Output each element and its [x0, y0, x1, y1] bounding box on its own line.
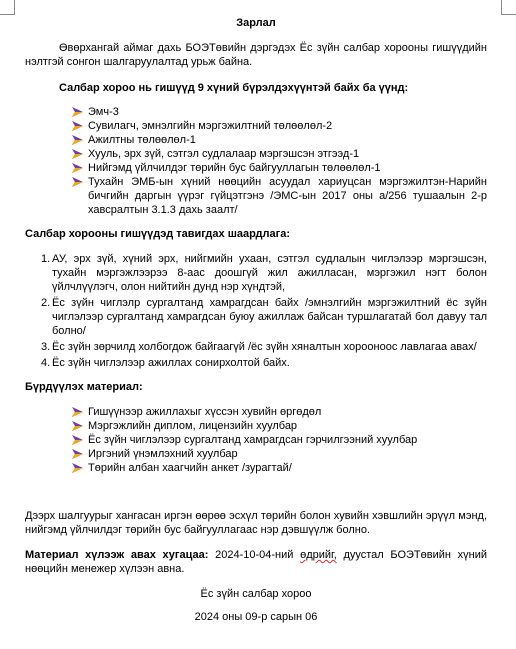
composition-heading: Салбар хороо нь гишүүд 9 хүний бүрэлдэхүүнтэй байх ба үүнд: — [59, 82, 409, 94]
list-item — [25, 419, 487, 433]
materials-list — [25, 405, 487, 475]
list-item — [25, 147, 487, 161]
list-item-text: Ёс зүйн чиглэлр сургалтанд хамрагдсан байх /эмнэлгийн мэргэжилтний ёс зүйн чиглэлээр сургалтанд хамрагдсан буюу ажиллаж байсан туршлагатай бол давуу тал болно/ — [52, 297, 487, 337]
list-item-text: Ёс зүйн зөрчилд холбогдож байгаагүй /ёс зүйн хяналтын хорооноос лавлагаа авах/ — [52, 341, 477, 353]
arrow-bullet-icon — [72, 149, 83, 159]
arrow-bullet-icon — [72, 407, 83, 417]
deadline-label: Материал хүлээж авах хугацаа: — [25, 549, 209, 561]
item-number: 3. — [41, 341, 51, 353]
list-item-text: Ёс зүйн чиглэлээр ажиллах сонирхолтой байх. — [52, 357, 290, 369]
arrow-bullet-icon — [72, 163, 83, 173]
arrow-bullet-icon — [72, 421, 83, 431]
list-item-text: Төрийн албан хаагчийн анкет /зурагтай/ — [88, 462, 292, 474]
list-item — [25, 175, 487, 217]
list-item — [25, 133, 487, 147]
requirements-heading: Салбар хорооны гишүүдэд тавигдах шаардлага: — [25, 228, 291, 240]
list-item — [25, 461, 487, 475]
list-item — [25, 119, 487, 133]
list-item — [25, 105, 487, 119]
item-number: 2. — [41, 297, 51, 309]
item-number: 4. — [41, 357, 51, 369]
list-item-text: Сувилагч, эмнэлгийн мэргэжилтний төлөөлөл-2 — [88, 120, 333, 132]
arrow-bullet-icon — [72, 463, 83, 473]
list-item-text: Гишүүнээр ажиллахыг хүссэн хувийн өргөдөл — [88, 406, 322, 418]
deadline-paragraph — [25, 548, 487, 576]
list-item — [25, 433, 487, 447]
list-item-text: Мэргэжлийн диплом, лицензийн хуулбар — [88, 420, 298, 432]
closing-paragraph: Дээрх шалгуурыг хангасан иргэн өөрөө эсхүл төрийн болон хувийн хэвшлийн эрүүл мэнд, нийгэмд үйлчилдэг төрийн бус байгууллагаас нэр дэвшүүлж болно. — [25, 510, 487, 536]
page-corner-mark — [0, 0, 15, 15]
list-item-text: Ажилтны төлөөлөл-1 — [88, 134, 196, 146]
list-item — [25, 447, 487, 461]
composition-list — [25, 105, 487, 217]
item-number: 1. — [41, 253, 51, 265]
list-item — [25, 340, 487, 354]
list-item — [25, 405, 487, 419]
list-item — [25, 161, 487, 175]
list-item-text: Иргэний үнэмлэхний хуулбар — [88, 448, 238, 460]
list-item-text: Тухайн ЭМБ-ын хүний нөөцийн асуудал хариуцсан мэргэжилтэн-Нарийн бичгийн даргын үүрэг гүйцэтгэнэ /ЭМС-ын 2017 оны а/256 тушаалын 2-р хавсралтын 3.1.3 дахь заалт/ — [88, 176, 487, 216]
arrow-bullet-icon — [72, 177, 83, 187]
list-item — [25, 252, 487, 294]
requirements-list — [25, 252, 487, 370]
list-item-text: Эмч-3 — [88, 106, 119, 118]
intro-paragraph: Өвөрхангай аймаг дахь БОЭТөвийн дэргэдэх Ёс зүйн салбар хорооны гишүүдийн нэлтгэй сонгон шалгаруулалтад урьж байна. — [25, 42, 487, 68]
list-item-text: Хууль, эрх зүй, сэтгэл судлалаар мэргэшсэн этгээд-1 — [88, 148, 360, 160]
document-body — [25, 16, 487, 633]
document-title: Зарлал — [236, 17, 276, 29]
arrow-bullet-icon — [72, 135, 83, 145]
arrow-bullet-icon — [72, 121, 83, 131]
deadline-rest: дуустал БОЭТөвийн хүний нөөцийн менежер хүлээн авна. — [25, 549, 488, 575]
list-item-text: АУ, эрх зүй, хүний эрх, нийгмийн ухаан, сэтгэл судлалын чиглэлээр мэргэшсэн, тухайн мэргэжлээрээ 8-аас доошгүй жил ажилласан, мэргэжил нэгт болон үйлчлүүлэгч, олон нийтийн дунд нэр хүндтэй, — [52, 253, 487, 293]
arrow-bullet-icon — [72, 435, 83, 445]
date-line: 2024 оны 09-р сарын 06 — [194, 611, 318, 623]
page-corner-mark — [501, 0, 516, 15]
spellcheck-word: өдрийг, — [300, 549, 337, 561]
blank-line — [25, 485, 487, 509]
arrow-bullet-icon — [72, 449, 83, 459]
deadline-date: 2024-10-04-ний — [215, 549, 294, 561]
arrow-bullet-icon — [72, 107, 83, 117]
list-item — [25, 356, 487, 370]
materials-heading: Бүрдүүлэх материал: — [25, 381, 143, 393]
list-item — [25, 296, 487, 338]
list-item-text: Ёс зүйн чиглэлээр сургалтанд хамрагдсан гэрчилгээний хуулбар — [88, 434, 418, 446]
list-item-text: Нийгэмд үйлчилдэг төрийн бус байгууллагын төлөөлөл-1 — [88, 162, 381, 174]
signature-line: Ёс зүйн салбар хороо — [200, 588, 312, 600]
